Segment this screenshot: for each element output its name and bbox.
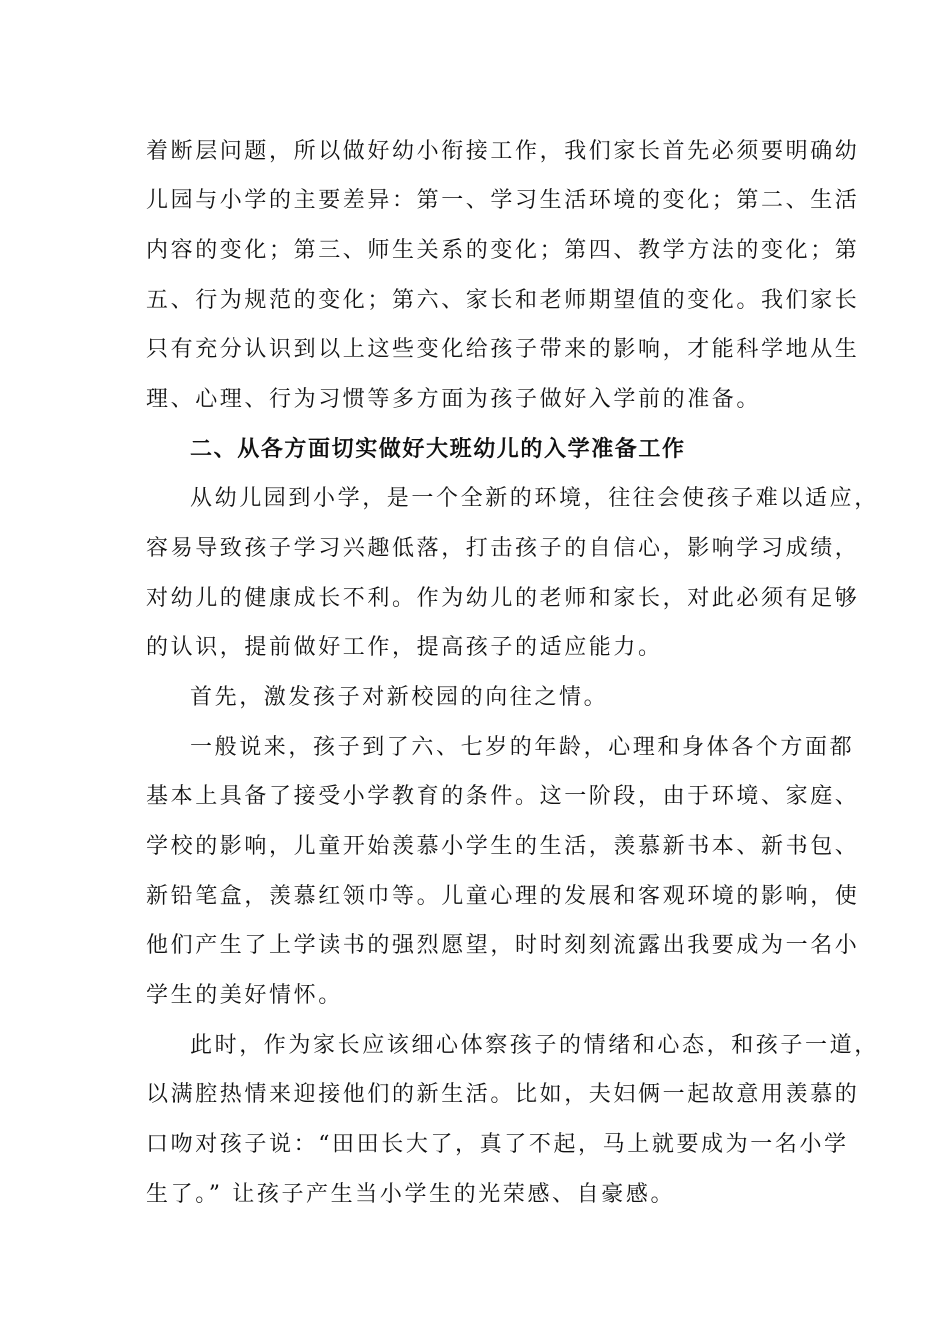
paragraph-line: 口吻对孩子说：“田田长大了，真了不起，马上就要成为一名小学 [146, 1132, 849, 1157]
paragraph-line: 只有充分认识到以上这些变化给孩子带来的影响，才能科学地从生 [146, 337, 860, 362]
section-heading: 二、从各方面切实做好大班幼儿的入学准备工作 [190, 437, 686, 462]
paragraph-line: 首先，激发孩子对新校园的向往之情。 [190, 685, 609, 710]
paragraph-line: 内容的变化；第三、师生关系的变化；第四、教学方法的变化；第 [146, 238, 860, 263]
paragraph-line: 的认识，提前做好工作，提高孩子的适应能力。 [146, 635, 663, 660]
paragraph-line: 五、行为规范的变化；第六、家长和老师期望值的变化。我们家长 [146, 288, 860, 313]
paragraph-line: 他们产生了上学读书的强烈愿望，时时刻刻流露出我要成为一名小 [146, 933, 860, 958]
paragraph-line: 从幼儿园到小学，是一个全新的环境，往往会使孩子难以适应， [190, 486, 879, 511]
paragraph-line: 对幼儿的健康成长不利。作为幼儿的老师和家长，对此必须有足够 [146, 586, 860, 611]
paragraph-line: 一般说来，孩子到了六、七岁的年龄，心理和身体各个方面都 [190, 735, 855, 760]
paragraph-line: 容易导致孩子学习兴趣低落，打击孩子的自信心，影响学习成绩， [146, 536, 860, 561]
paragraph-line: 生了。” 让孩子产生当小学生的光荣感、自豪感。 [146, 1182, 676, 1207]
paragraph-line: 新铅笔盒，羡慕红领巾等。儿童心理的发展和客观环境的影响，使 [146, 884, 860, 909]
paragraph-line: 以满腔热情来迎接他们的新生活。比如，夫妇俩一起故意用羡慕的 [146, 1082, 860, 1107]
paragraph-line: 着断层问题，所以做好幼小衔接工作，我们家长首先必须要明确幼 [146, 139, 860, 164]
paragraph-line: 基本上具备了接受小学教育的条件。这一阶段，由于环境、家庭、 [146, 784, 860, 809]
paragraph-line: 儿园与小学的主要差异：第一、学习生活环境的变化；第二、生活 [146, 188, 860, 213]
paragraph-line: 理、心理、行为习惯等多方面为孩子做好入学前的准备。 [146, 387, 762, 412]
paragraph-line: 此时，作为家长应该细心体察孩子的情绪和心态，和孩子一道， [190, 1033, 879, 1058]
paragraph-line: 学生的美好情怀。 [146, 983, 343, 1008]
paragraph-line: 学校的影响，儿童开始羡慕小学生的生活，羡慕新书本、新书包、 [146, 834, 860, 859]
